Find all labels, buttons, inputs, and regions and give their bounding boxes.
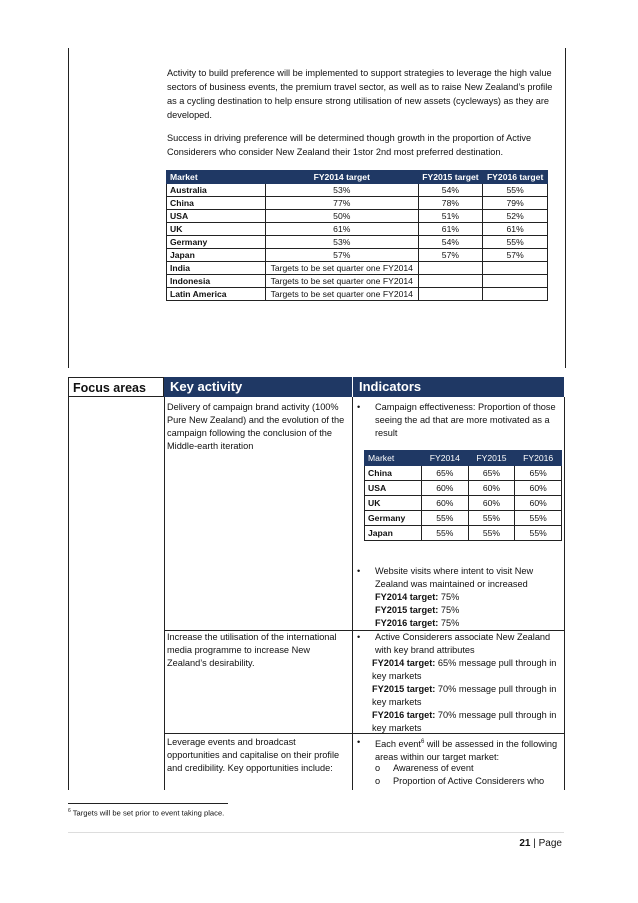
- value-cell: [483, 262, 548, 275]
- sub-bullet-marker-icon: o: [375, 763, 381, 773]
- sub-bullet-marker-icon: o: [375, 776, 381, 786]
- market-cell: UK: [365, 496, 422, 511]
- target-line: FY2015 target: 70% message pull through in key markets: [372, 684, 557, 707]
- indicator-bullet: • Active Considerers associate New Zealand with key brand attributes: [357, 632, 551, 655]
- indicator-bullet: • Each event$^6$ will be assessed in the following areas within our target market:: [357, 737, 558, 763]
- focus-header-row: [68, 377, 564, 397]
- market-cell: China: [167, 197, 266, 210]
- value-cell: 55%: [422, 526, 469, 541]
- table-row: [167, 223, 548, 236]
- bullet-dot-icon: •: [357, 737, 361, 747]
- value-cell: 52%: [483, 210, 548, 223]
- target-line: FY2014 target: 75%: [375, 592, 460, 602]
- bullet-dot-icon: •: [357, 632, 361, 642]
- value-cell: 61%: [266, 223, 419, 236]
- table-row: [167, 210, 548, 223]
- market-targets-table: [166, 170, 548, 301]
- value-cell: 55%: [483, 236, 548, 249]
- table-row: [167, 275, 548, 288]
- footnote: $^6$ Targets will be set prior to event taking place.: [68, 808, 225, 818]
- value-cell: 61%: [418, 223, 483, 236]
- value-cell: 60%: [515, 481, 562, 496]
- market-cell: India: [167, 262, 266, 275]
- page-number: 21 | Page: [519, 838, 562, 849]
- sub-bullet: o Awareness of event: [375, 763, 474, 773]
- value-cell: [483, 288, 548, 301]
- target-line: FY2016 target: 70% message pull through in key markets: [372, 710, 557, 733]
- bullet-dot-icon: •: [357, 402, 361, 412]
- column-header: Market: [365, 451, 422, 466]
- value-cell: 65%: [468, 466, 515, 481]
- market-cell: Indonesia: [167, 275, 266, 288]
- table-header-row: [365, 451, 562, 466]
- target-line: FY2014 target: 65% message pull through in key markets: [372, 658, 557, 681]
- value-cell: 61%: [483, 223, 548, 236]
- table-row: [167, 184, 548, 197]
- target-line: FY2015 target: 75%: [375, 605, 460, 615]
- indicators-heading: Indicators: [352, 377, 564, 397]
- focus-areas-heading: Focus areas: [68, 377, 164, 397]
- value-cell: 53%: [266, 236, 419, 249]
- sub-bullet: o Proportion of Active Considerers who: [375, 776, 545, 786]
- table-row: [167, 249, 548, 262]
- column-header: FY2014 target: [266, 171, 419, 184]
- column-header: Market: [167, 171, 266, 184]
- value-cell: 60%: [468, 481, 515, 496]
- value-cell: Targets to be set quarter one FY2014: [266, 262, 419, 275]
- key-activity-campaign: Delivery of campaign brand activity (100% Pure New Zealand) and the evolution of the campaign following the conclusion of the Middle-earth iteration: [167, 402, 345, 451]
- table-row: [365, 496, 562, 511]
- value-cell: 54%: [418, 236, 483, 249]
- table-header-row: [167, 171, 548, 184]
- value-cell: 65%: [422, 466, 469, 481]
- value-cell: 55%: [483, 184, 548, 197]
- table-row: [167, 236, 548, 249]
- intro-paragraph-1: Activity to build preference will be implemented to support strategies to leverage the high value sectors of business events, the premium travel sector, as well as to raise New Zealand’s profile as a cycling destination to help ensure strong utilisation of new assets (cycleways) as they are developed.: [167, 68, 553, 120]
- grid-line: [164, 397, 165, 790]
- value-cell: [418, 275, 483, 288]
- value-cell: 60%: [515, 496, 562, 511]
- market-cell: USA: [167, 210, 266, 223]
- table-row: [167, 288, 548, 301]
- grid-line: [564, 397, 565, 790]
- market-cell: Japan: [167, 249, 266, 262]
- value-cell: 54%: [418, 184, 483, 197]
- key-activity-media: Increase the utilisation of the international media programme to increase New Zealand’s desirability.: [167, 632, 337, 668]
- value-cell: 77%: [266, 197, 419, 210]
- value-cell: 55%: [468, 526, 515, 541]
- table-row: [365, 481, 562, 496]
- value-cell: 78%: [418, 197, 483, 210]
- value-cell: 57%: [483, 249, 548, 262]
- target-line: FY2016 target: 75%: [375, 618, 460, 628]
- campaign-effectiveness-table: [364, 450, 562, 541]
- bullet-dot-icon: •: [357, 566, 361, 576]
- value-cell: 60%: [468, 496, 515, 511]
- grid-line: [68, 397, 69, 790]
- value-cell: 57%: [418, 249, 483, 262]
- market-cell: Japan: [365, 526, 422, 541]
- value-cell: 50%: [266, 210, 419, 223]
- table-row: [365, 466, 562, 481]
- value-cell: 57%: [266, 249, 419, 262]
- market-cell: Latin America: [167, 288, 266, 301]
- table-row: [167, 197, 548, 210]
- table-row: [365, 526, 562, 541]
- value-cell: Targets to be set quarter one FY2014: [266, 288, 419, 301]
- column-header: FY2014: [422, 451, 469, 466]
- value-cell: 55%: [468, 511, 515, 526]
- indicator-bullet: • Website visits where intent to visit New Zealand was maintained or increased: [357, 566, 534, 589]
- value-cell: 60%: [422, 481, 469, 496]
- value-cell: 60%: [422, 496, 469, 511]
- value-cell: 53%: [266, 184, 419, 197]
- value-cell: 65%: [515, 466, 562, 481]
- value-cell: [418, 288, 483, 301]
- grid-line: [352, 397, 353, 790]
- market-cell: UK: [167, 223, 266, 236]
- value-cell: 55%: [515, 511, 562, 526]
- key-activity-heading: Key activity: [164, 377, 352, 397]
- indicator-bullet: • Campaign effectiveness: Proportion of those seeing the ad that are more motivated as a result: [357, 402, 556, 438]
- market-cell: USA: [365, 481, 422, 496]
- intro-paragraph-2: Success in driving preference will be determined though growth in the proportion of Active Considerers who consider New Zealand their 1stor 2nd most preferred destination.: [167, 133, 532, 157]
- footnote-separator: [68, 803, 228, 804]
- value-cell: [483, 275, 548, 288]
- value-cell: 51%: [418, 210, 483, 223]
- value-cell: 55%: [515, 526, 562, 541]
- column-header: FY2016 target: [483, 171, 548, 184]
- market-cell: Germany: [365, 511, 422, 526]
- market-cell: Germany: [167, 236, 266, 249]
- market-cell: China: [365, 466, 422, 481]
- value-cell: 79%: [483, 197, 548, 210]
- column-header: FY2015: [468, 451, 515, 466]
- column-header: FY2016: [515, 451, 562, 466]
- value-cell: Targets to be set quarter one FY2014: [266, 275, 419, 288]
- value-cell: [418, 262, 483, 275]
- column-header: FY2015 target: [418, 171, 483, 184]
- table-row: [167, 262, 548, 275]
- table-row: [365, 511, 562, 526]
- key-activity-events: Leverage events and broadcast opportunities and capitalise on their profile and credibility. Key opportunities include:: [167, 737, 340, 773]
- footer-divider: [68, 832, 564, 833]
- value-cell: 55%: [422, 511, 469, 526]
- market-cell: Australia: [167, 184, 266, 197]
